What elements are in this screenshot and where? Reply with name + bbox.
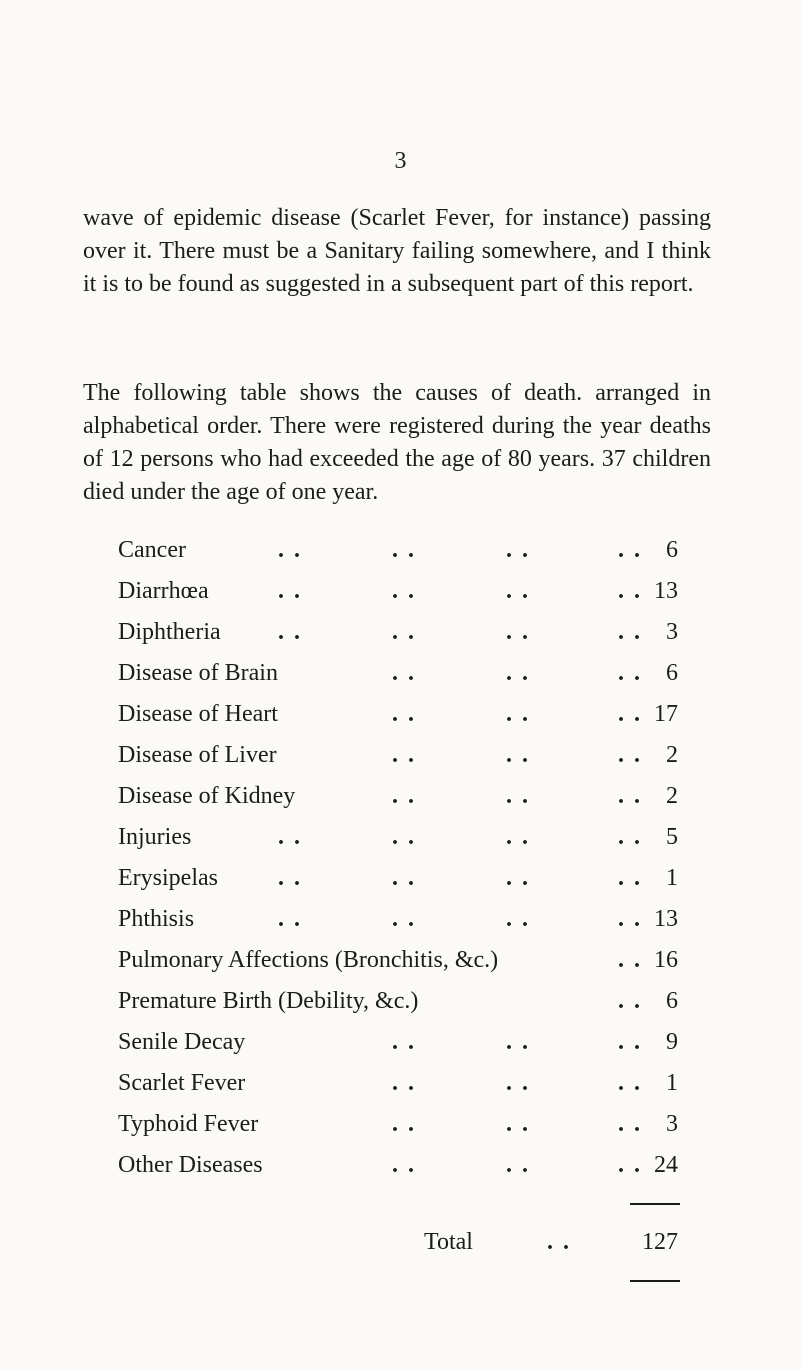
leader-dots: . . bbox=[506, 701, 530, 727]
cause-label: Typhoid Fever bbox=[118, 1111, 259, 1137]
cause-label: Cancer bbox=[118, 537, 186, 563]
leader-dots: . . bbox=[618, 537, 642, 563]
leader-dots: . . bbox=[506, 1111, 530, 1137]
cause-label: Scarlet Fever bbox=[118, 1070, 246, 1096]
paragraph-table-intro: The following table shows the causes of death. arranged in alphabetical order. There were registered during the year deaths of 12 persons who had exceeded the age of 80 years. 37 children died under the age of one year. bbox=[83, 380, 711, 505]
leader-dots: . . bbox=[392, 537, 416, 563]
table-row bbox=[118, 1148, 678, 1182]
table-row bbox=[118, 984, 678, 1018]
cause-label: Pulmonary Affections (Bronchitis, &c.) bbox=[118, 947, 499, 973]
leader-dots: . . bbox=[392, 660, 416, 686]
leader-dots: . . bbox=[392, 1152, 416, 1178]
table-row bbox=[118, 615, 678, 649]
leader-dots: . . bbox=[506, 537, 530, 563]
leader-dots: . . bbox=[392, 824, 416, 850]
leader-dots: . . bbox=[618, 1111, 642, 1137]
leader-dots: . . bbox=[506, 906, 530, 932]
leader-dots: . . bbox=[392, 742, 416, 768]
leader-dots: . . bbox=[618, 865, 642, 891]
leader-dots: . . bbox=[278, 906, 302, 932]
table-row bbox=[118, 1107, 678, 1141]
table-row bbox=[118, 656, 678, 690]
cause-count: 6 bbox=[666, 537, 678, 563]
leader-dots: . . bbox=[618, 824, 642, 850]
cause-count: 16 bbox=[654, 947, 678, 973]
leader-dots: . . bbox=[618, 947, 642, 973]
total-rule-bottom bbox=[630, 1280, 680, 1282]
cause-label: Senile Decay bbox=[118, 1029, 246, 1055]
table-row bbox=[118, 1025, 678, 1059]
leader-dots: . . bbox=[392, 1111, 416, 1137]
leader-dots: . . bbox=[618, 742, 642, 768]
table-row bbox=[118, 943, 678, 977]
cause-label: Disease of Heart bbox=[118, 701, 278, 727]
cause-count: 6 bbox=[666, 988, 678, 1014]
total-count: 127 bbox=[642, 1229, 678, 1255]
leader-dots: . . bbox=[618, 660, 642, 686]
total-rule-top bbox=[630, 1203, 680, 1205]
leader-dots: . . bbox=[392, 906, 416, 932]
cause-label: Disease of Brain bbox=[118, 660, 278, 686]
paragraph-epidemic: wave of epidemic disease (Scarlet Fever, for instance) passing over it. There must be a Sanitary failing somewhere, and I think it is to be found as suggested in a subsequent part of this report. bbox=[83, 205, 711, 297]
leader-dots: . . bbox=[618, 701, 642, 727]
cause-label: Disease of Liver bbox=[118, 742, 277, 768]
table-row bbox=[118, 820, 678, 854]
leader-dots: . . bbox=[392, 783, 416, 809]
cause-count: 5 bbox=[666, 824, 678, 850]
cause-count: 1 bbox=[666, 865, 678, 891]
leader-dots: . . bbox=[392, 619, 416, 645]
table-row bbox=[118, 533, 678, 567]
cause-label: Injuries bbox=[118, 824, 192, 850]
cause-count: 1 bbox=[666, 1070, 678, 1096]
cause-label: Diarrhœa bbox=[118, 578, 209, 604]
cause-count: 9 bbox=[666, 1029, 678, 1055]
table-row bbox=[118, 902, 678, 936]
leader-dots: . . bbox=[278, 578, 302, 604]
leader-dots: . . bbox=[618, 783, 642, 809]
leader-dots: . . bbox=[618, 578, 642, 604]
leader-dots: . . bbox=[278, 537, 302, 563]
leader-dots: . . bbox=[618, 1029, 642, 1055]
table-row bbox=[118, 779, 678, 813]
table-row bbox=[118, 861, 678, 895]
cause-count: 2 bbox=[666, 783, 678, 809]
cause-label: Disease of Kidney bbox=[118, 783, 296, 809]
leader-dots: . . bbox=[618, 1070, 642, 1096]
leader-dots: . . bbox=[506, 824, 530, 850]
table-row bbox=[118, 1066, 678, 1100]
leader-dots: . . bbox=[506, 660, 530, 686]
cause-label: Erysipelas bbox=[118, 865, 218, 891]
cause-label: Other Diseases bbox=[118, 1152, 263, 1178]
cause-count: 13 bbox=[654, 906, 678, 932]
leader-dots: . . bbox=[506, 783, 530, 809]
leader-dots: . . bbox=[278, 865, 302, 891]
table-row bbox=[118, 738, 678, 772]
page-number: 3 bbox=[394, 148, 407, 174]
leader-dots: . . bbox=[618, 906, 642, 932]
cause-count: 6 bbox=[666, 660, 678, 686]
leader-dots: . . bbox=[506, 742, 530, 768]
cause-count: 2 bbox=[666, 742, 678, 768]
cause-count: 17 bbox=[654, 701, 678, 727]
cause-label: Diphtheria bbox=[118, 619, 221, 645]
leader-dots: . . bbox=[506, 1070, 530, 1096]
cause-label: Premature Birth (Debility, &c.) bbox=[118, 988, 419, 1014]
leader-dots: . . bbox=[506, 865, 530, 891]
leader-dots: . . bbox=[618, 1152, 642, 1178]
leader-dots: . . bbox=[506, 1152, 530, 1178]
cause-count: 3 bbox=[666, 1111, 678, 1137]
total-label: Total bbox=[424, 1229, 473, 1255]
cause-label: Phthisis bbox=[118, 906, 195, 932]
cause-count: 24 bbox=[654, 1152, 678, 1178]
table-row bbox=[118, 574, 678, 608]
leader-dots: . . bbox=[392, 865, 416, 891]
leader-dots: . . bbox=[392, 578, 416, 604]
leader-dots: . . bbox=[278, 619, 302, 645]
table-row bbox=[118, 697, 678, 731]
leader-dots: . . bbox=[392, 701, 416, 727]
leader-dots: . . bbox=[278, 824, 302, 850]
leader-dots: . . bbox=[506, 578, 530, 604]
leader-dots: . . bbox=[392, 1029, 416, 1055]
leader-dots: . . bbox=[618, 619, 642, 645]
leader-dots: . . bbox=[618, 988, 642, 1014]
cause-count: 3 bbox=[666, 619, 678, 645]
cause-count: 13 bbox=[654, 578, 678, 604]
leader-dots: . . bbox=[506, 1029, 530, 1055]
leader-dots: . . bbox=[392, 1070, 416, 1096]
leader-dots: . . bbox=[506, 619, 530, 645]
leader-dots: . . bbox=[547, 1229, 571, 1255]
